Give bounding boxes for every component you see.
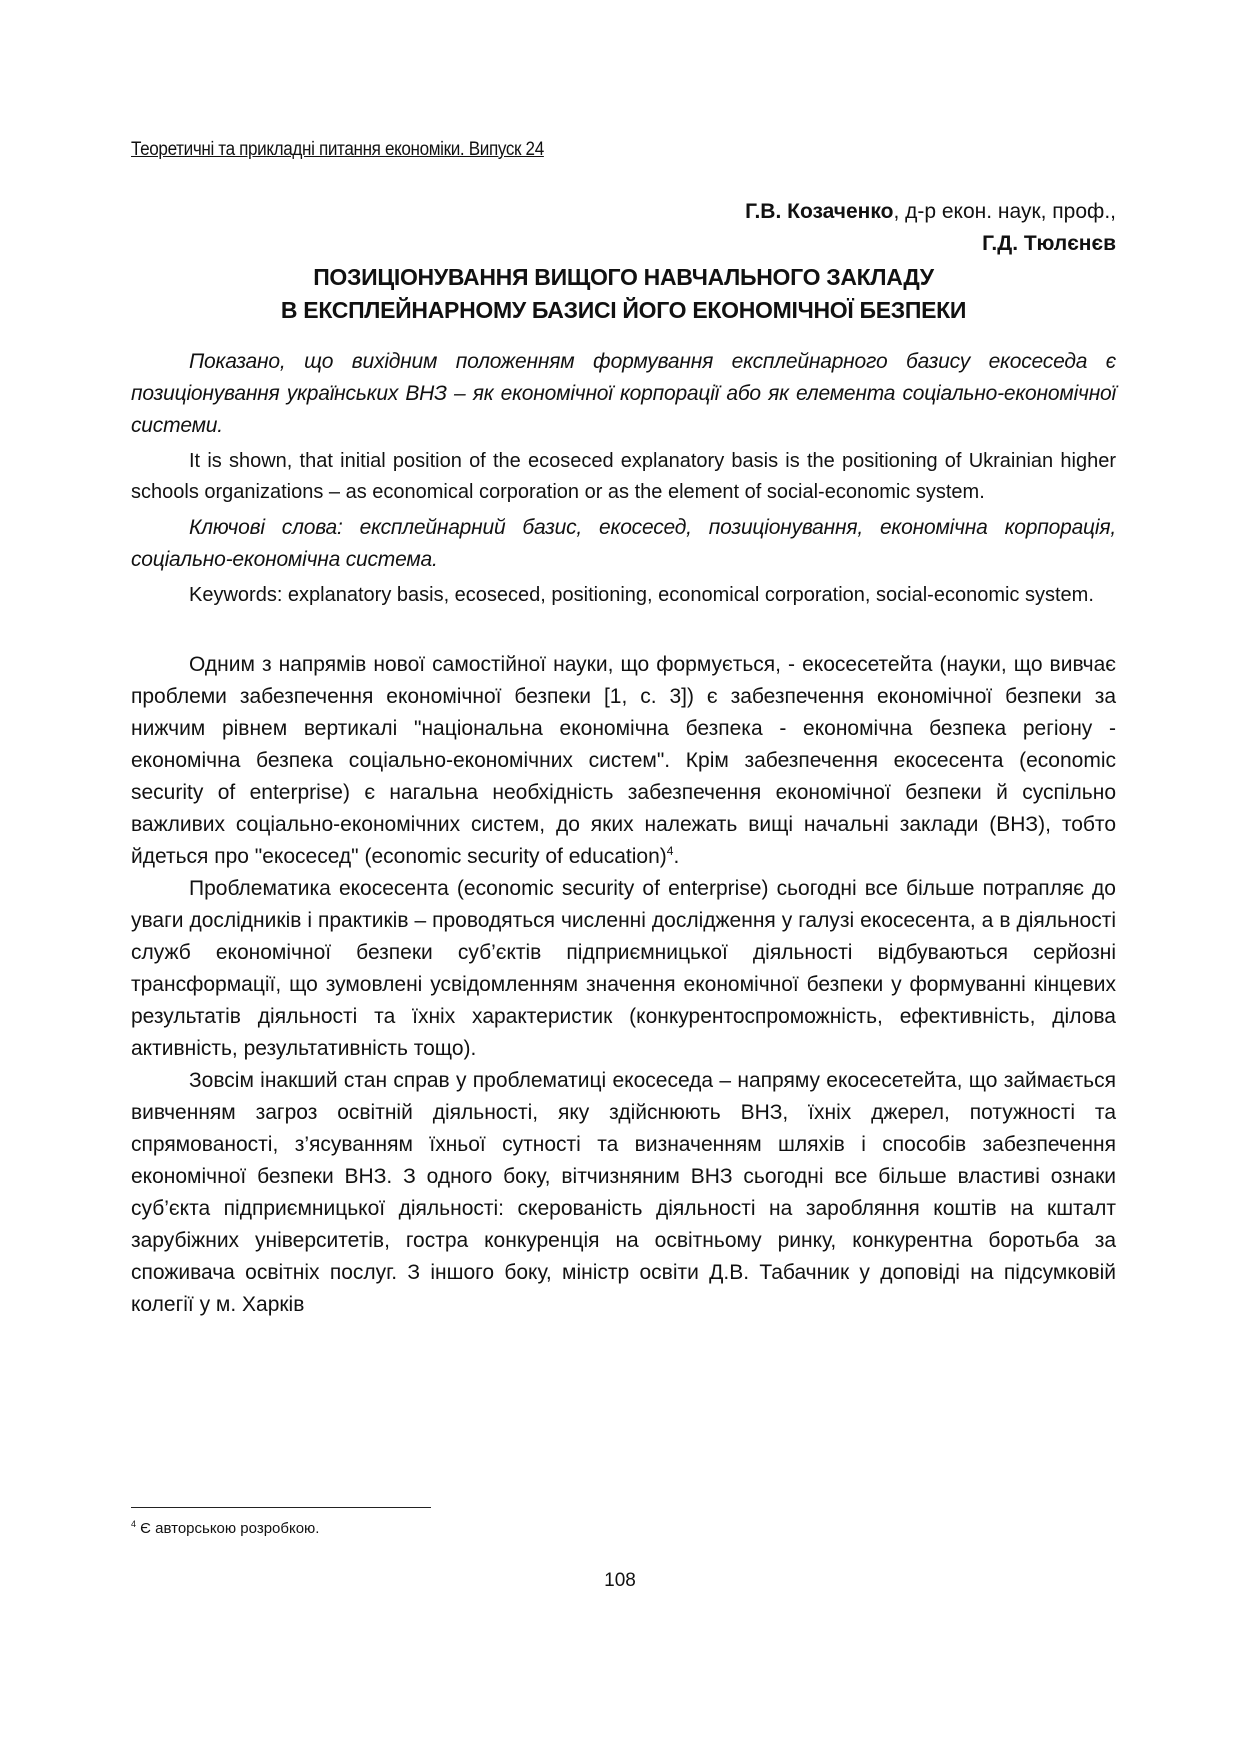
paragraph-1-text: Одним з напрямів нової самостійної науки, що формується, - екосесетейта (науки, що вивчає проблеми забезпечення економічної безпеки [1, с. 3]) є забезпечення економічної безпеки за нижчим рівнем вертикалі "національна економічна безпека - економічна безпека регіону - економічна безпека соціально-економічних систем". Крім забезпечення екосесента (economic security of enterprise) є нагальна необхідність забезпечення економічної безпеки й суспільно важливих соціально-економічних систем, до яких належать вищі начальні заклади (ВНЗ), тобто йдеться про "екосесед" (economic security of education) (131, 653, 1116, 868)
running-head: Теоретичні та прикладні питання економіки. Випуск 24 (131, 139, 544, 160)
footnote-text: Є авторською розробкою. (136, 1520, 320, 1537)
article-body (131, 346, 1116, 1321)
paragraph-1-tail: . (673, 845, 680, 868)
author-1-affiliation: , д-р екон. наук, проф., (893, 200, 1116, 223)
paragraph-3: Зовсім інакший стан справ у проблематиці екосеседа – напряму екосесетейта, що займається вивченням загроз освітній діяльності, яку здійснюють ВНЗ, їхніх джерел, потужності та спрямованості, з’ясуванням їхньої сутності та визначенням шляхів і способів забезпечення економічної безпеки ВНЗ. З одного боку, вітчизняним ВНЗ сьогодні все більше властиві ознаки суб’єкта підприємницької діяльності: скерованість діяльності на заробляння коштів на кшталт зарубіжних університетів, гостра конкуренція на освітньому ринку, конкурентна боротьба за споживача освітніх послуг. З іншого боку, міністр освіти Д.В. Табачник у доповіді на підсумковій колегії у м. Харків (131, 1069, 1116, 1316)
keywords-en: Keywords: explanatory basis, ecoseced, positioning, economical corporation, social-economic system. (189, 584, 1094, 606)
title-line-1: ПОЗИЦІОНУВАННЯ ВИЩОГО НАВЧАЛЬНОГО ЗАКЛАДУ (313, 264, 934, 290)
paragraph-1 (131, 649, 1116, 873)
keywords-uk-label: Ключові слова (189, 516, 338, 539)
footnote-ref[interactable]: 4 (666, 844, 674, 858)
page-number: 108 (604, 1570, 636, 1591)
paragraph-2: Проблематика екосесента (economic security of enterprise) сьогодні все більше потрапляє до уваги дослідників і практиків – проводяться численні дослідження у галузі екосесента, а в діяльності служб економічної безпеки суб’єктів підприємницької діяльності відбуваються серйозні трансформації, що зумовлені усвідомленням значення економічної безпеки у формуванні кінцевих результатів діяльності та їхніх характеристик (конкурентоспроможність, ефективність, ділова активність, результативність тощо). (131, 877, 1116, 1060)
keywords-uk (131, 512, 1116, 576)
author-2 (745, 228, 1116, 260)
footnote-divider (131, 1507, 431, 1508)
title-line-2: В ЕКСПЛЕЙНАРНОМУ БАЗИСІ ЙОГО ЕКОНОМІЧНОЇ БЕЗПЕКИ (280, 297, 967, 323)
authors-block (745, 196, 1116, 260)
footnote-number: 4 (131, 1519, 137, 1529)
author-2-name: Г.Д. Тюлєнєв (982, 232, 1116, 255)
keywords-uk-text: : експлейнарний базис, екосесед, позиціонування, економічна корпорація, соціально-економічна система. (131, 516, 1116, 571)
abstract-en: It is shown, that initial position of the ecoseced explanatory basis is the positioning of Ukrainian higher schools organizations – as economical corporation or as the element of social-economic system. (131, 450, 1116, 503)
article-title (131, 261, 1116, 327)
author-1 (745, 196, 1116, 228)
abstract-uk: Показано, що вихідним положенням формування експлейнарного базису екосеседа є позиціонування українських ВНЗ – як економічної корпорації або як елемента соціально-економічної системи. (131, 350, 1116, 437)
author-1-name: Г.В. Козаченко (745, 200, 894, 223)
footnote (131, 1520, 319, 1537)
